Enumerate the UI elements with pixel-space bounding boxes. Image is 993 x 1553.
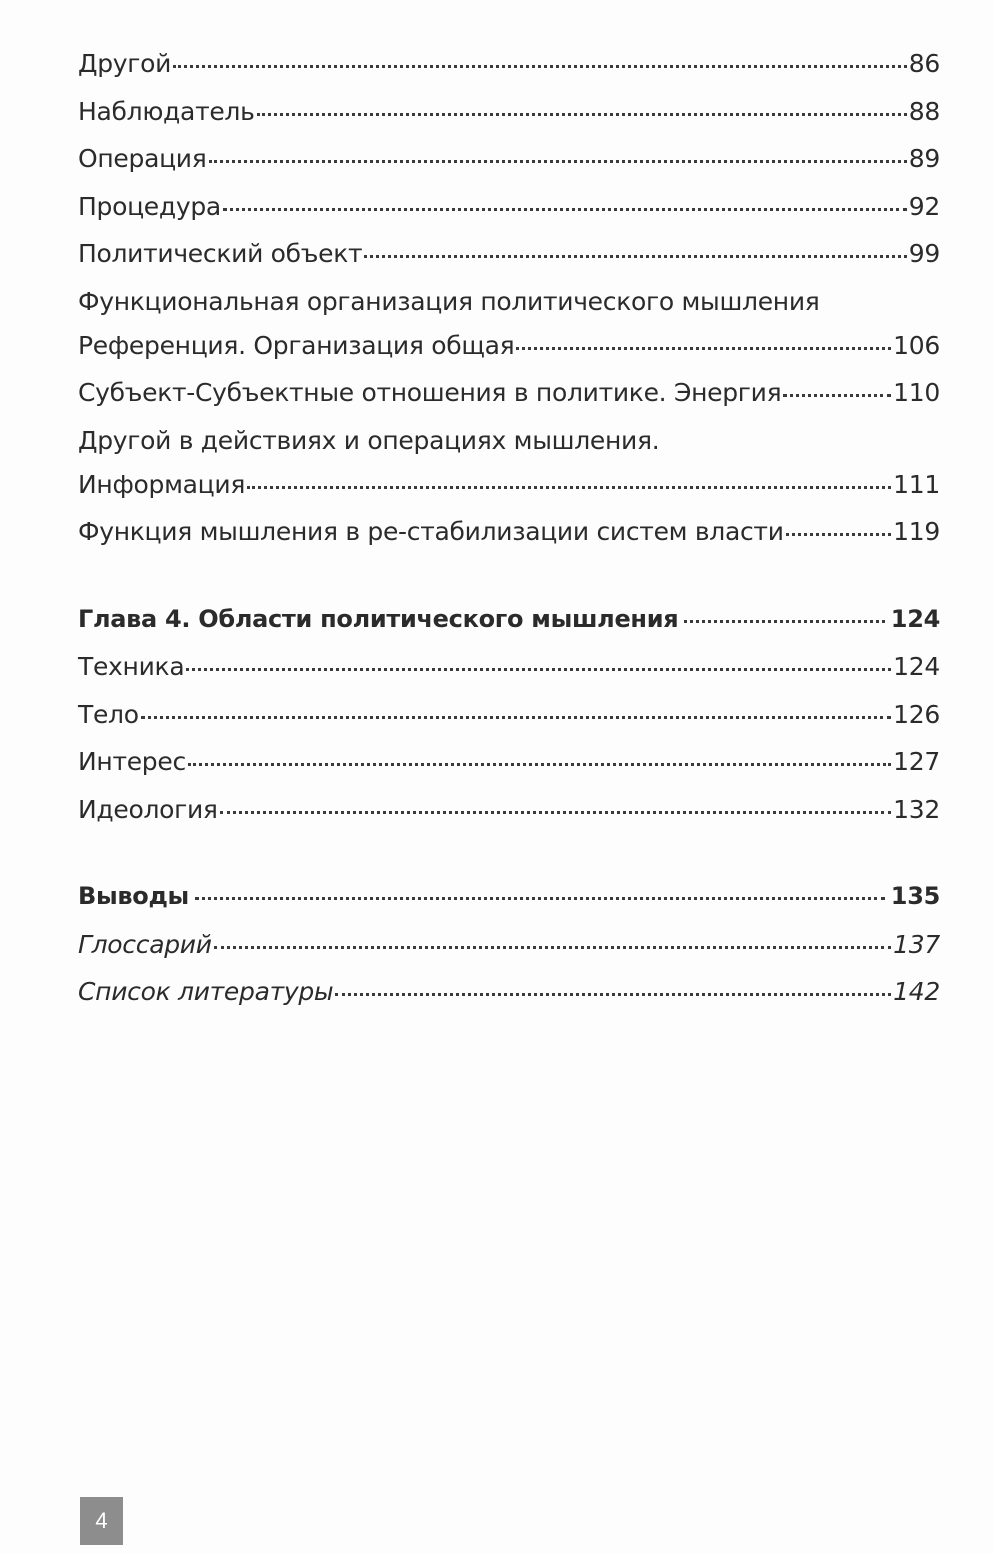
- dot-leader: [786, 533, 892, 536]
- toc-entry-page: 99: [908, 239, 940, 268]
- conclusions-title: Выводы: [78, 882, 189, 910]
- toc-entry: [78, 183, 940, 231]
- dot-leader: [220, 811, 892, 814]
- toc-entry: [78, 968, 940, 1016]
- toc-entry-label: Техника: [78, 652, 185, 681]
- toc-entry-label-line2: Референция. Организация общая: [78, 330, 515, 360]
- dot-leader: [173, 65, 907, 68]
- toc-entry-label: Другой: [78, 49, 172, 78]
- toc-entry: [78, 88, 940, 136]
- toc-entry-label-line1: Другой в действиях и операциях мышления.: [78, 425, 660, 455]
- toc-chapter-heading: [78, 596, 940, 644]
- toc-entry-label: Субъект-Субъектные отношения в политике. Энергия: [78, 378, 782, 407]
- toc-entry-label: Процедура: [78, 191, 221, 221]
- dot-leader: [209, 160, 907, 163]
- toc-entry-label: Интерес: [78, 747, 186, 776]
- dot-leader: [186, 668, 891, 671]
- toc-entry-multiline: [78, 421, 940, 461]
- toc-entry: [78, 135, 940, 183]
- bibliography-label: Список литературы: [78, 977, 334, 1006]
- dot-leader: [783, 394, 891, 397]
- toc-entry-page: 89: [908, 144, 940, 173]
- toc-entry-page: 126: [893, 699, 940, 729]
- section-gap: [78, 833, 940, 873]
- toc-entry-label: Тело: [78, 699, 139, 729]
- dot-leader: [684, 620, 884, 623]
- conclusions-page: 135: [890, 882, 940, 910]
- toc-chapter-heading: [78, 873, 940, 921]
- toc-entry-page: 92: [908, 191, 940, 221]
- section-gap: [78, 556, 940, 596]
- toc-entry-label-line1: Функциональная организация политического мышления: [78, 286, 820, 316]
- toc-entry-label: Наблюдатель: [78, 96, 255, 126]
- toc-entry: [78, 921, 940, 969]
- toc-entry-page: 124: [893, 652, 940, 681]
- toc-entry: [78, 738, 940, 786]
- toc-entry-page: 132: [893, 794, 940, 824]
- toc-entry: [78, 461, 940, 509]
- toc-entry-page: 127: [893, 747, 940, 776]
- bibliography-page: 142: [893, 977, 940, 1006]
- dot-leader: [257, 113, 907, 116]
- toc-entry: [78, 786, 940, 834]
- chapter-title: Глава 4. Области политического мышления: [78, 604, 679, 633]
- toc-entry: [78, 369, 940, 417]
- dot-leader: [516, 347, 891, 350]
- toc-entry-label: Операция: [78, 144, 207, 173]
- toc-entry-page: 106: [893, 330, 940, 360]
- toc-entry: [78, 322, 940, 370]
- toc-entry: [78, 508, 940, 556]
- table-of-contents: [78, 40, 940, 1016]
- glossary-page: 137: [893, 929, 940, 959]
- toc-entry-page: 119: [893, 517, 940, 546]
- dot-leader: [223, 208, 907, 211]
- toc-entry-label: Идеология: [78, 794, 218, 824]
- toc-entry-label: Политический объект: [78, 239, 363, 268]
- toc-entry-page: 110: [893, 378, 940, 407]
- dot-leader: [247, 486, 891, 489]
- toc-entry: [78, 691, 940, 739]
- glossary-label: Глоссарий: [78, 929, 212, 959]
- toc-entry-label-line2: Информация: [78, 469, 246, 499]
- dot-leader: [214, 946, 891, 949]
- chapter-page: 124: [890, 604, 940, 633]
- dot-leader: [335, 993, 891, 996]
- dot-leader: [195, 897, 885, 900]
- dot-leader: [188, 763, 891, 766]
- toc-entry-page: 86: [908, 49, 940, 78]
- page-number-badge: 4: [80, 1497, 123, 1545]
- toc-entry-page: 111: [893, 469, 940, 499]
- toc-entry-multiline: [78, 282, 940, 322]
- toc-entry-label: Функция мышления в ре-стабилизации систем власти: [78, 517, 784, 546]
- dot-leader: [364, 255, 906, 258]
- toc-entry: [78, 643, 940, 691]
- toc-entry-page: 88: [908, 96, 940, 126]
- toc-entry: [78, 40, 940, 88]
- dot-leader: [141, 716, 891, 719]
- toc-entry: [78, 230, 940, 278]
